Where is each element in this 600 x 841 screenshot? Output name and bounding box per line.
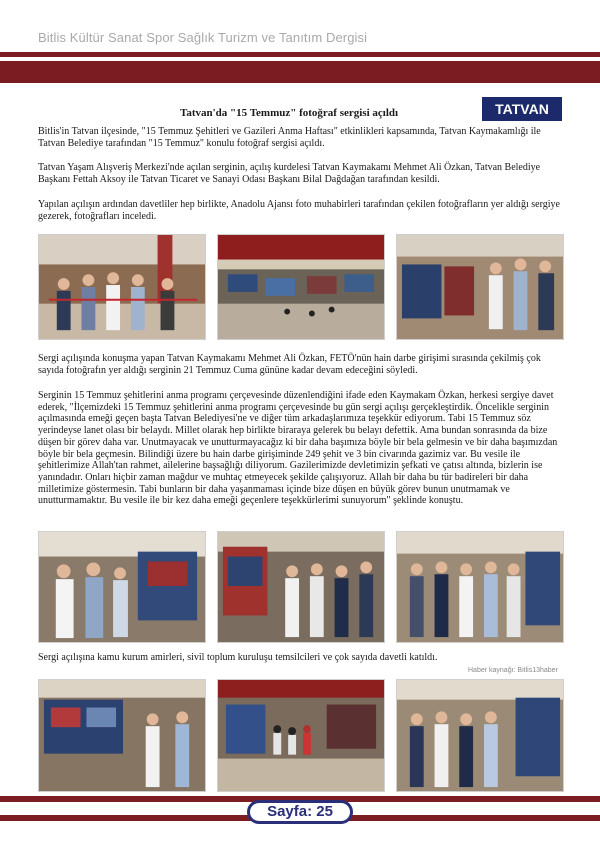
photo-gallery-corridor bbox=[217, 679, 385, 792]
paragraph-5: Serginin 15 Temmuz şehitlerini anma programı çerçevesinde düzenlendiğini ifade eden Kaymakam Özkan, herkesi sergiye davet ederek, "İlçemizdeki 15 Temmuz şehitlerini anma programı çerçevesinde bu gün sergi açılışı gerçekleştirdik. Öncelikle serginin açılmasında emeği geçen başta Tatvan Belediyesi'ne ve diğer tüm arkadaşlarımıza teşekkür ediyorum. Tabi 15 Temmuz söz yerindeyse lanet olası bir belaydı. Millet olarak hep birlikte biraraya gelerek bu belayı defettik. Ama bundan sonrasında da bize düşen bir görev daha var. Unutmayacak ve unutturmayacağız ki bir daha başımıza böyle bir bela gelmesin ve bir daha başımızdan böyle bir bela geçmesin. Bilindiği üzere bu hain darbe girişiminde 249 şehit ve 3 bin civarında gazimiz var. Bu vesile ile şehitlerimize Allah'tan rahmet, ailelerine başsağlığı diliyorum. Gazilerimizde devletimizin şefkati ve çatısı altında, bizlerin ise yanındadır. Onları hiçbir zaman mağdur ve muhtaç etmeyecek şekilde çalışıyoruz. Allah bir daha bu tür badireleri bir daha milletimize göstermesin. Tabi bunların bir daha yaşanmaması içinde bize düşen en büyük görev bunun unutmamak ve unutturmamaktır. Bu vesile ile bir kez daha emeği geçenlere teşekkürlerimi sunuyorum" şeklinde konuştu. bbox=[38, 390, 558, 507]
photo-visitors-wall bbox=[38, 679, 206, 792]
photo-credit: Haber kaynağı: Bitlis13haber bbox=[468, 667, 558, 674]
photo-row-3 bbox=[38, 679, 564, 792]
paragraph-1: Bitlis'in Tatvan ilçesinde, "15 Temmuz Şehitleri ve Gazileri Anma Haftası" etkinlikleri kapsamında, Tatvan Kaymakamlığı ile Tatvan Belediye tarafından "15 Temmuz" konulu fotoğraf sergisi açıldı. bbox=[38, 126, 541, 149]
article-headline: Tatvan'da "15 Temmuz" fotoğraf sergisi açıldı bbox=[180, 107, 399, 119]
section-tag: TATVAN bbox=[482, 97, 562, 121]
photo-hall-overview bbox=[217, 234, 385, 340]
photo-group-standing bbox=[396, 531, 564, 643]
photo-crowd-exhibit bbox=[217, 531, 385, 643]
paragraph-4: Sergi açılışında konuşma yapan Tatvan Kaymakamı Mehmet Ali Özkan, FETÖ'nün hain darbe girişimi sırasında çekilmiş çok sayıda fotoğrafın yer aldığı serginin 21 Temmuz Cuma gününe kadar devam edeceğini söyledi. bbox=[38, 353, 541, 376]
header-title: Bitlis Kültür Sanat Spor Sağlık Turizm ve Tanıtım Dergisi bbox=[38, 30, 368, 45]
page-number-badge: Sayfa: 25 bbox=[247, 800, 353, 824]
photo-row-1 bbox=[38, 234, 564, 340]
paragraph-2: Tatvan Yaşam Alışveriş Merkezi'nde açılan serginin, açılış kurdelesi Tatvan Kaymakamı Mehmet Ali Özkan, Tatvan Belediye Başkanı Fettah Aksoy ile Tatvan Ticaret ve Sanayi Odası Başkanı Bilal Dağdağan tarafından kesildi. bbox=[38, 162, 541, 185]
photo-row-2 bbox=[38, 531, 564, 643]
photo-guests-panels bbox=[38, 531, 206, 643]
header-band-thin bbox=[0, 52, 600, 57]
header-band bbox=[0, 61, 600, 83]
paragraph-6: Sergi açılışına kamu kurum amirleri, sivil toplum kuruluşu temsilcileri ve çok sayıda davetli katıldı. bbox=[38, 652, 438, 663]
photo-ribbon-cutting bbox=[38, 234, 206, 340]
photo-officials-viewing bbox=[396, 234, 564, 340]
photo-officials-line bbox=[396, 679, 564, 792]
paragraph-3: Yapılan açılışın ardından davetliler hep birlikte, Anadolu Ajansı foto muhabirleri tarafından çekilen fotoğrafların yer aldığı sergiye gezerek, fotoğrafları inceledi. bbox=[38, 199, 560, 222]
